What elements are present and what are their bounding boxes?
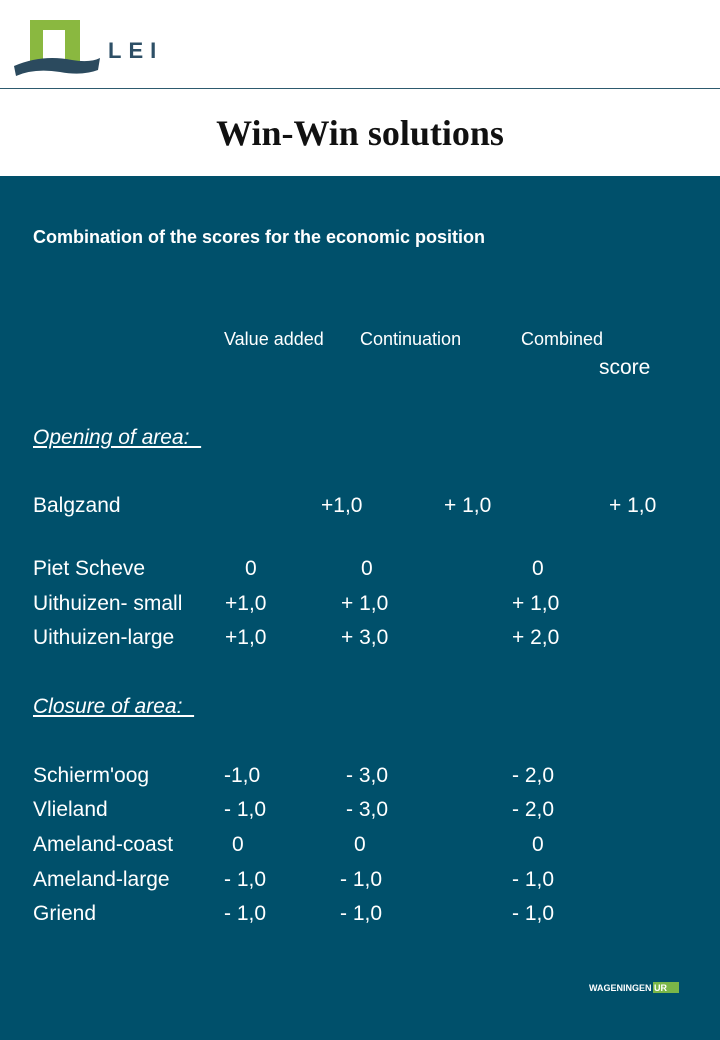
value-added-cell: +1,0 [225, 592, 267, 615]
subtitle: Combination of the scores for the economic position [33, 227, 486, 247]
row-name: Uithuizen- small [33, 592, 183, 615]
table-row [0, 902, 720, 930]
continuation-cell: 0 [354, 833, 366, 856]
value-added-cell: 0 [232, 833, 244, 856]
lei-logo-icon [12, 16, 102, 78]
table-row [0, 494, 720, 522]
row-name: Uithuizen-large [33, 626, 175, 649]
content-panel [0, 176, 720, 1040]
combined-cell: + 1,0 [609, 494, 657, 517]
value-added-cell: -1,0 [224, 764, 261, 787]
continuation-cell: 0 [361, 557, 373, 580]
combined-cell: + 1,0 [512, 592, 560, 615]
value-added-cell: +1,0 [321, 494, 363, 517]
row-name: Vlieland [33, 798, 108, 821]
table-row [0, 557, 720, 585]
continuation-cell: - 1,0 [340, 902, 383, 925]
column-header-combined: Combined [521, 329, 604, 349]
table-row [0, 764, 720, 792]
value-added-cell: - 1,0 [224, 798, 267, 821]
section-closure-label: Closure of area: [33, 695, 195, 718]
wageningen-ur-logo-icon [587, 982, 679, 993]
row-name: Piet Scheve [33, 557, 146, 580]
continuation-cell: + 1,0 [341, 592, 389, 615]
combined-cell: - 2,0 [512, 798, 555, 821]
row-name: Ameland-coast [33, 833, 174, 856]
combined-cell: - 1,0 [512, 868, 555, 891]
row-name: Schierm'oog [33, 764, 150, 787]
row-name: Balgzand [33, 494, 121, 517]
continuation-cell: - 3,0 [346, 764, 389, 787]
column-header-score: score [599, 356, 651, 379]
table-row [0, 868, 720, 896]
table-row [0, 626, 720, 654]
column-header-value-added: Value added [224, 329, 324, 349]
page-title: Win-Win solutions [216, 113, 504, 153]
combined-cell: - 1,0 [512, 902, 555, 925]
combined-cell: 0 [532, 833, 544, 856]
value-added-cell: 0 [245, 557, 257, 580]
row-name: Ameland-large [33, 868, 170, 891]
table-row [0, 592, 720, 620]
section-opening-label: Opening of area: [33, 426, 202, 449]
combined-cell: - 2,0 [512, 764, 555, 787]
column-header-continuation: Continuation [360, 329, 462, 349]
table-row [0, 833, 720, 861]
combined-cell: 0 [532, 557, 544, 580]
row-name: Griend [33, 902, 97, 925]
footer-logo-text: WAGENINGEN UR [589, 983, 668, 993]
table-row [0, 798, 720, 826]
logo-text: LEI [108, 38, 164, 63]
value-added-cell: +1,0 [225, 626, 267, 649]
continuation-cell: - 3,0 [346, 798, 389, 821]
value-added-cell: - 1,0 [224, 868, 267, 891]
continuation-cell: - 1,0 [340, 868, 383, 891]
combined-cell: + 2,0 [512, 626, 560, 649]
value-added-cell: - 1,0 [224, 902, 267, 925]
header-divider [0, 88, 720, 89]
slide-header [0, 0, 720, 176]
continuation-cell: + 3,0 [341, 626, 389, 649]
continuation-cell: + 1,0 [444, 494, 492, 517]
